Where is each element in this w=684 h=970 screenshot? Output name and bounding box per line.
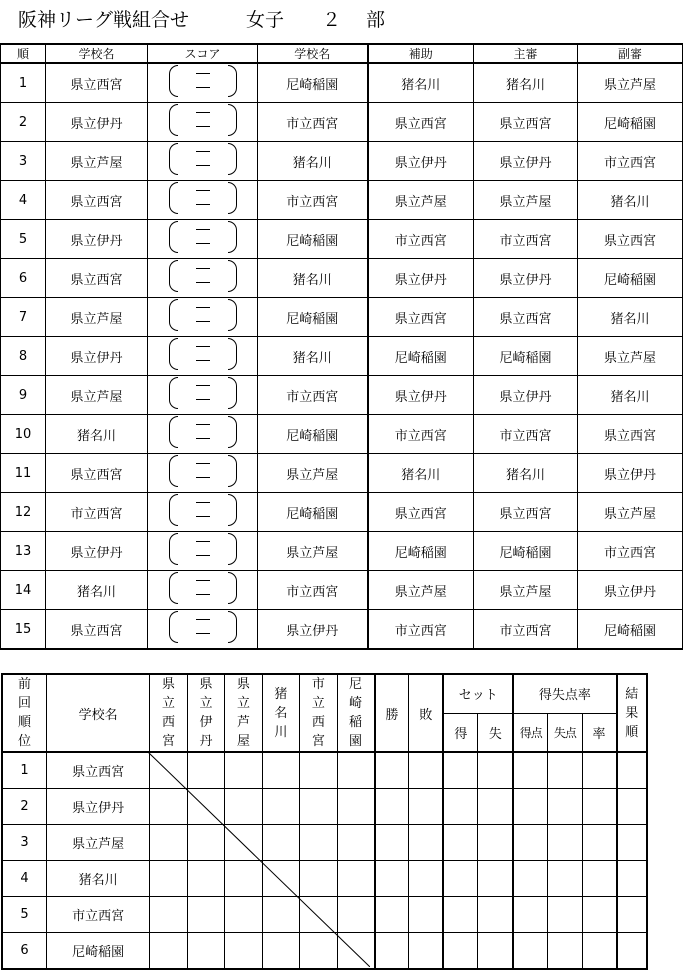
match-home-school: 県立伊丹 [46,103,148,142]
result-cell[interactable] [150,897,187,933]
standings-school: 県立芦屋 [47,825,150,861]
score-dash [196,321,210,322]
match-assistant: 猪名川 [368,454,474,493]
score-dash [196,87,210,88]
score-dash [196,165,210,166]
wins-cell[interactable] [375,897,409,933]
match-sub-referee: 市立西宮 [578,532,683,571]
score-brackets [169,221,237,253]
header-sub-referee: 副審 [578,44,683,63]
match-order: 7 [1,298,46,337]
match-away-school: 市立西宮 [258,103,368,142]
score-brackets [169,494,237,526]
score-brackets [169,416,237,448]
header-vs-kenritsu-nishinomiya: 県 立 西 宮 [150,674,187,752]
wins-cell[interactable] [375,789,409,825]
result-cell[interactable] [262,825,299,861]
losses-cell[interactable] [409,752,443,789]
score-dash [196,204,210,205]
points-against-cell[interactable] [548,897,582,933]
result-cell [225,825,262,861]
match-score[interactable] [148,493,258,532]
page-title: 阪神リーグ戦組合せ 女子 ２ 部 [18,9,386,31]
match-score[interactable] [148,298,258,337]
result-rank-cell[interactable] [617,861,647,897]
match-order: 14 [1,571,46,610]
standings-school: 猪名川 [47,861,150,897]
score-dash [196,502,210,503]
result-rank-cell[interactable] [617,825,647,861]
result-cell[interactable] [187,861,224,897]
match-referee: 県立西宮 [474,103,578,142]
match-referee: 猪名川 [474,63,578,103]
score-dash [196,555,210,556]
header-sets: セット [443,674,513,713]
match-order: 12 [1,493,46,532]
standings-school: 県立西宮 [47,752,150,789]
result-cell[interactable] [300,861,337,897]
losses-cell[interactable] [409,897,443,933]
match-home-school: 県立西宮 [46,259,148,298]
match-order: 3 [1,142,46,181]
match-row [1,103,683,142]
sets-lost-cell[interactable] [478,897,513,933]
header-order: 順 [1,44,46,63]
result-cell[interactable] [225,789,262,825]
match-home-school: 県立西宮 [46,454,148,493]
header-points-against: 失点 [548,713,582,752]
match-sub-referee: 県立芦屋 [578,337,683,376]
header-prev-rank: 前 回 順 位 [2,674,47,752]
match-assistant: 県立西宮 [368,298,474,337]
header-losses: 敗 [409,674,443,752]
score-brackets [169,143,237,175]
match-order: 13 [1,532,46,571]
match-assistant: 県立芦屋 [368,571,474,610]
points-for-cell[interactable] [513,825,547,861]
match-sub-referee: 県立芦屋 [578,63,683,103]
score-brackets [169,182,237,214]
losses-cell[interactable] [409,789,443,825]
match-referee: 県立伊丹 [474,259,578,298]
score-brackets [169,455,237,487]
result-cell[interactable] [187,825,224,861]
result-cell[interactable] [337,825,374,861]
result-rank-cell[interactable] [617,897,647,933]
match-referee: 県立芦屋 [474,571,578,610]
result-cell[interactable] [150,789,187,825]
match-row [1,337,683,376]
score-brackets [169,377,237,409]
result-cell[interactable] [225,933,262,970]
score-dash [196,243,210,244]
result-cell[interactable] [262,933,299,970]
result-rank-cell[interactable] [617,933,647,970]
match-order: 1 [1,63,46,103]
score-brackets [169,260,237,292]
result-cell[interactable] [300,825,337,861]
match-row [1,142,683,181]
match-home-school: 県立伊丹 [46,337,148,376]
match-away-school: 猪名川 [258,337,368,376]
rate-cell[interactable] [582,789,616,825]
result-cell[interactable] [262,789,299,825]
match-referee: 猪名川 [474,454,578,493]
match-row [1,493,683,532]
rate-cell[interactable] [582,897,616,933]
standings-row [2,933,647,970]
header-vs-amagasaki-inaen: 尼 崎 稲 園 [337,674,374,752]
result-cell[interactable] [337,752,374,789]
match-sub-referee: 県立西宮 [578,415,683,454]
score-brackets [169,104,237,136]
score-dash [196,580,210,581]
match-away-school: 市立西宮 [258,181,368,220]
match-sub-referee: 市立西宮 [578,142,683,181]
match-schedule-table [0,43,683,650]
score-dash [196,73,210,74]
standings-row [2,789,647,825]
match-assistant: 市立西宮 [368,220,474,259]
standings-school: 県立伊丹 [47,789,150,825]
match-row [1,63,683,103]
match-home-school: 県立西宮 [46,63,148,103]
score-dash [196,268,210,269]
match-away-school: 猪名川 [258,259,368,298]
match-score[interactable] [148,532,258,571]
match-score[interactable] [148,610,258,650]
score-dash [196,477,210,478]
score-dash [196,190,210,191]
sets-lost-cell[interactable] [478,825,513,861]
header-vs-inagawa: 猪 名 川 [262,674,299,752]
score-brackets [169,611,237,643]
result-cell[interactable] [337,897,374,933]
match-away-school: 尼崎稲園 [258,63,368,103]
match-referee: 県立伊丹 [474,376,578,415]
result-cell[interactable] [300,789,337,825]
wins-cell[interactable] [375,752,409,789]
match-sub-referee: 猪名川 [578,298,683,337]
standings-school: 尼崎稲園 [47,933,150,970]
match-row [1,220,683,259]
score-brackets [169,572,237,604]
match-score[interactable] [148,103,258,142]
match-order: 9 [1,376,46,415]
match-sub-referee: 猪名川 [578,376,683,415]
score-dash [196,516,210,517]
sets-won-cell[interactable] [443,789,477,825]
score-dash [196,151,210,152]
match-referee: 尼崎稲園 [474,337,578,376]
match-score[interactable] [148,337,258,376]
header-rate: 率 [582,713,616,752]
match-score[interactable] [148,571,258,610]
score-dash [196,463,210,464]
header-vs-kenritsu-itami: 県 立 伊 丹 [187,674,224,752]
wins-cell[interactable] [375,861,409,897]
result-rank-cell[interactable] [617,752,647,789]
sets-won-cell[interactable] [443,825,477,861]
sets-lost-cell[interactable] [478,933,513,970]
rate-cell[interactable] [582,933,616,970]
match-home-school: 市立西宮 [46,493,148,532]
score-dash [196,307,210,308]
match-home-school: 県立西宮 [46,181,148,220]
score-dash [196,346,210,347]
losses-cell[interactable] [409,825,443,861]
match-away-school: 尼崎稲園 [258,298,368,337]
match-away-school: 市立西宮 [258,376,368,415]
match-score[interactable] [148,454,258,493]
sets-won-cell[interactable] [443,897,477,933]
standings-row [2,897,647,933]
header-vs-kenritsu-ashiya: 県 立 芦 屋 [225,674,262,752]
match-assistant: 県立伊丹 [368,142,474,181]
score-dash [196,112,210,113]
match-referee: 市立西宮 [474,220,578,259]
match-sub-referee: 尼崎稲園 [578,103,683,142]
result-cell[interactable] [187,752,224,789]
match-score[interactable] [148,220,258,259]
match-away-school: 市立西宮 [258,571,368,610]
match-away-school: 県立伊丹 [258,610,368,650]
points-for-cell[interactable] [513,789,547,825]
header-score: スコア [148,44,258,63]
result-cell[interactable] [262,752,299,789]
match-assistant: 市立西宮 [368,415,474,454]
match-sub-referee: 県立伊丹 [578,571,683,610]
sets-won-cell[interactable] [443,933,477,970]
header-school: 学校名 [47,674,150,752]
header-vs-shiritsu-nishinomiya: 市 立 西 宮 [300,674,337,752]
sets-lost-cell[interactable] [478,789,513,825]
points-for-cell[interactable] [513,933,547,970]
header-referee: 主審 [474,44,578,63]
standings-row [2,825,647,861]
match-home-school: 県立伊丹 [46,220,148,259]
header-points-for: 得点 [513,713,547,752]
match-order: 6 [1,259,46,298]
points-for-cell[interactable] [513,861,547,897]
match-assistant: 県立伊丹 [368,376,474,415]
match-referee: 県立伊丹 [474,142,578,181]
match-score[interactable] [148,181,258,220]
rate-cell[interactable] [582,825,616,861]
result-cell[interactable] [337,789,374,825]
result-cell[interactable] [187,933,224,970]
match-order: 8 [1,337,46,376]
match-sub-referee: 県立西宮 [578,220,683,259]
score-brackets [169,299,237,331]
match-row [1,259,683,298]
match-order: 4 [1,181,46,220]
match-assistant: 県立伊丹 [368,259,474,298]
match-referee: 市立西宮 [474,610,578,650]
match-row [1,571,683,610]
score-dash [196,424,210,425]
score-dash [196,633,210,634]
result-cell [150,752,187,789]
match-score[interactable] [148,415,258,454]
match-away-school: 県立芦屋 [258,454,368,493]
score-dash [196,126,210,127]
header-assistant: 補助 [368,44,474,63]
standings-prev-rank: 5 [2,897,47,933]
losses-cell[interactable] [409,933,443,970]
points-against-cell[interactable] [548,752,582,789]
standings-school: 市立西宮 [47,897,150,933]
score-dash [196,360,210,361]
match-referee: 県立西宮 [474,298,578,337]
result-cell [187,789,224,825]
score-dash [196,438,210,439]
match-assistant: 県立西宮 [368,103,474,142]
match-assistant: 尼崎稲園 [368,532,474,571]
match-row [1,181,683,220]
score-dash [196,385,210,386]
result-cell[interactable] [225,897,262,933]
standings-prev-rank: 2 [2,789,47,825]
points-against-cell[interactable] [548,825,582,861]
result-cell[interactable] [150,825,187,861]
standings-body [2,752,647,969]
result-cell[interactable] [187,897,224,933]
score-brackets [169,338,237,370]
score-brackets [169,533,237,565]
wins-cell[interactable] [375,825,409,861]
match-score[interactable] [148,259,258,298]
match-order: 5 [1,220,46,259]
match-sub-referee: 猪名川 [578,181,683,220]
wins-cell[interactable] [375,933,409,970]
match-referee: 市立西宮 [474,415,578,454]
standings-prev-rank: 1 [2,752,47,789]
standings-prev-rank: 3 [2,825,47,861]
standings-header-row [2,674,647,713]
rate-cell[interactable] [582,861,616,897]
rate-cell[interactable] [582,752,616,789]
match-row [1,532,683,571]
standings-table [1,673,648,970]
match-order: 10 [1,415,46,454]
match-assistant: 県立西宮 [368,493,474,532]
match-home-school: 猪名川 [46,571,148,610]
header-sets-lost: 失 [478,713,513,752]
score-dash [196,619,210,620]
header-sets-won: 得 [443,713,477,752]
match-sub-referee: 県立伊丹 [578,454,683,493]
match-assistant: 猪名川 [368,63,474,103]
match-home-school: 県立芦屋 [46,298,148,337]
score-dash [196,399,210,400]
standings-row [2,861,647,897]
match-away-school: 県立芦屋 [258,532,368,571]
points-against-cell[interactable] [548,861,582,897]
match-referee: 県立芦屋 [474,181,578,220]
standings-prev-rank: 4 [2,861,47,897]
match-order: 2 [1,103,46,142]
match-sub-referee: 尼崎稲園 [578,610,683,650]
standings-prev-rank: 6 [2,933,47,970]
match-away-school: 猪名川 [258,142,368,181]
points-against-cell[interactable] [548,933,582,970]
match-score[interactable] [148,63,258,103]
points-against-cell[interactable] [548,789,582,825]
match-assistant: 市立西宮 [368,610,474,650]
sets-lost-cell[interactable] [478,752,513,789]
result-cell [300,897,337,933]
match-order: 15 [1,610,46,650]
match-assistant: 県立芦屋 [368,181,474,220]
match-away-school: 尼崎稲園 [258,493,368,532]
match-home-school: 県立芦屋 [46,376,148,415]
result-cell[interactable] [262,897,299,933]
result-cell[interactable] [150,933,187,970]
match-row [1,454,683,493]
result-rank-cell[interactable] [617,789,647,825]
match-row [1,376,683,415]
points-for-cell[interactable] [513,897,547,933]
result-cell[interactable] [150,861,187,897]
points-for-cell[interactable] [513,752,547,789]
match-away-school: 尼崎稲園 [258,220,368,259]
match-sub-referee: 県立芦屋 [578,493,683,532]
score-dash [196,282,210,283]
match-row [1,415,683,454]
result-cell[interactable] [300,933,337,970]
match-home-school: 県立伊丹 [46,532,148,571]
losses-cell[interactable] [409,861,443,897]
result-cell [262,861,299,897]
result-cell [337,933,374,970]
score-dash [196,541,210,542]
header-point-ratio: 得失点率 [513,674,616,713]
header-result-rank: 結 果 順 [617,674,647,752]
match-sub-referee: 尼崎稲園 [578,259,683,298]
header-school: 学校名 [46,44,148,63]
match-home-school: 猪名川 [46,415,148,454]
result-cell[interactable] [225,861,262,897]
score-brackets [169,65,237,97]
result-cell[interactable] [225,752,262,789]
match-score[interactable] [148,142,258,181]
match-away-school: 尼崎稲園 [258,415,368,454]
sets-lost-cell[interactable] [478,861,513,897]
match-referee: 尼崎稲園 [474,532,578,571]
score-dash [196,229,210,230]
match-referee: 県立西宮 [474,493,578,532]
result-cell[interactable] [337,861,374,897]
result-cell[interactable] [300,752,337,789]
match-home-school: 県立芦屋 [46,142,148,181]
sets-won-cell[interactable] [443,752,477,789]
header-opponent: 学校名 [258,44,368,63]
match-order: 11 [1,454,46,493]
match-assistant: 尼崎稲園 [368,337,474,376]
standings-row [2,752,647,789]
match-row [1,610,683,650]
match-score[interactable] [148,376,258,415]
match-header-row [1,44,683,63]
match-row [1,298,683,337]
score-dash [196,594,210,595]
match-home-school: 県立西宮 [46,610,148,650]
sets-won-cell[interactable] [443,861,477,897]
header-wins: 勝 [375,674,409,752]
match-body [1,63,683,649]
